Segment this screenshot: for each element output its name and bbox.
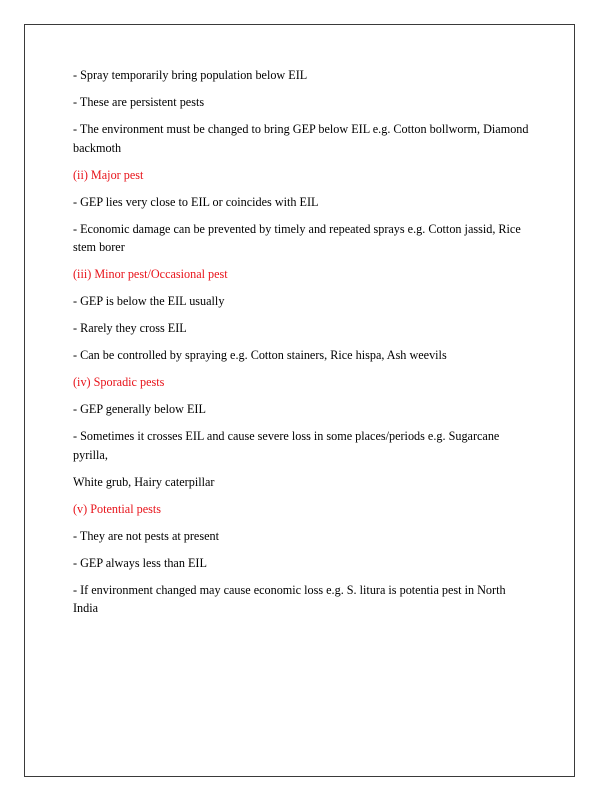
section-heading-minor-pest: (iii) Minor pest/Occasional pest [73, 267, 228, 281]
text-line: White grub, Hairy caterpillar [73, 474, 215, 489]
text-line: - Can be controlled by spraying e.g. Cotton stainers, Rice hispa, Ash weevils [73, 348, 447, 362]
text-line: - Sometimes it crosses EIL and cause severe loss in some places/periods e.g. Sugarcane pyrilla, [73, 429, 500, 462]
text-line: - GEP is below the EIL usually [73, 294, 225, 308]
text-line: - GEP always less than EIL [73, 555, 207, 570]
text-line: - The environment must be changed to bring GEP below EIL e.g. Cotton bollworm, Diamond backmoth [73, 122, 529, 155]
section-heading-potential-pests: (v) Potential pests [73, 501, 162, 516]
section-heading-major-pest: (ii) Major pest [73, 167, 144, 182]
text-line: - These are persistent pests [73, 95, 205, 109]
section-heading-sporadic-pests: (iv) Sporadic pests [73, 375, 165, 389]
text-line: - GEP lies very close to EIL or coincides with EIL [73, 194, 319, 209]
text-line: - If environment changed may cause economic loss e.g. S. litura is potentia pest in North India [73, 582, 506, 615]
document-body [73, 66, 533, 626]
text-line: - Economic damage can be prevented by timely and repeated sprays e.g. Cotton jassid, Rice stem borer [73, 221, 521, 254]
text-line: - They are not pests at present [73, 528, 219, 543]
text-line: - Spray temporarily bring population below EIL [73, 68, 308, 82]
text-line: - Rarely they cross EIL [73, 321, 187, 335]
text-line: - GEP generally below EIL [73, 402, 206, 416]
